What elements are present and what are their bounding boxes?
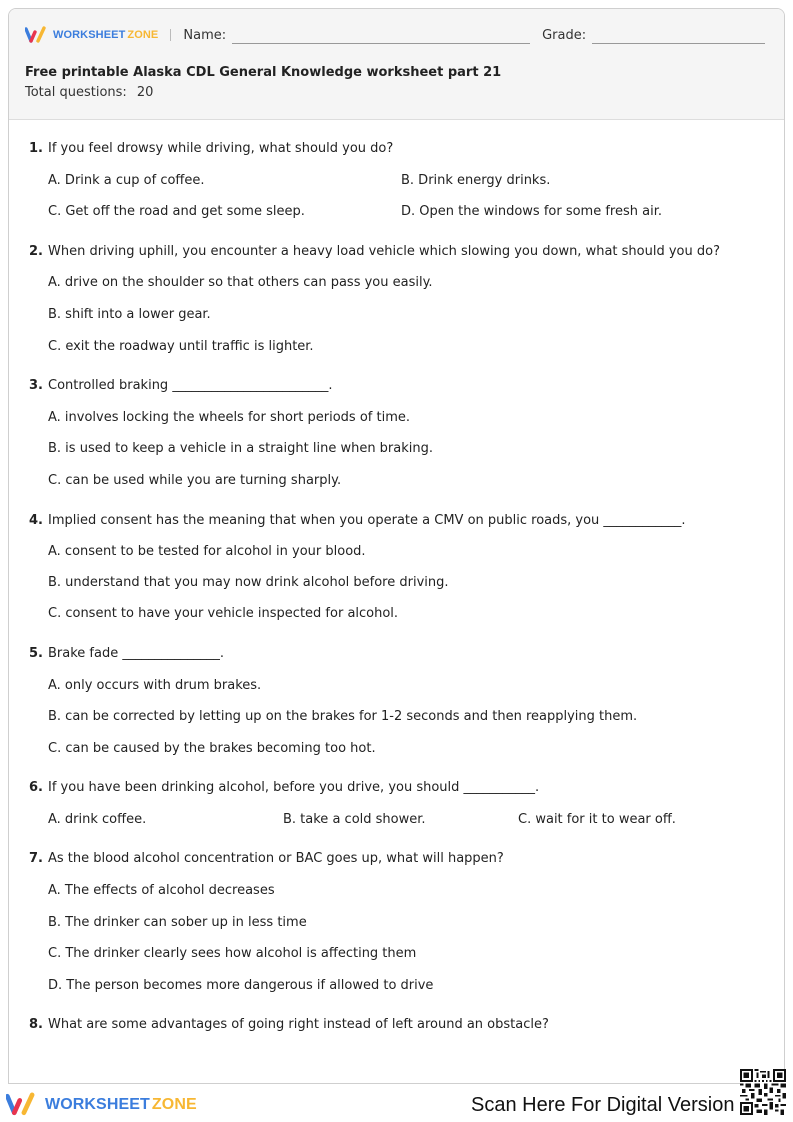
question-number: 3. bbox=[29, 378, 43, 393]
worksheet-title: Free printable Alaska CDL General Knowledge worksheet part 21 bbox=[25, 65, 502, 80]
option-a[interactable]: A. Drink a cup of coffee. bbox=[48, 173, 205, 188]
option-a[interactable]: A. The effects of alcohol decreases bbox=[48, 883, 275, 898]
option-c[interactable]: C. consent to have your vehicle inspected for alcohol. bbox=[48, 606, 399, 621]
option-b[interactable]: B. Drink energy drinks. bbox=[401, 173, 551, 188]
question-text: If you have been drinking alcohol, before you drive, you should ___________. bbox=[48, 780, 540, 795]
question-number: 8. bbox=[29, 1017, 43, 1032]
question-stem bbox=[29, 780, 539, 795]
option-b[interactable]: B. can be corrected by letting up on the brakes for 1-2 seconds and then reapplying them. bbox=[48, 709, 638, 724]
option-b[interactable]: B. is used to keep a vehicle in a straight line when braking. bbox=[48, 441, 434, 456]
name-input-line[interactable] bbox=[232, 30, 530, 44]
option-a[interactable]: A. drive on the shoulder so that others can pass you easily. bbox=[48, 275, 433, 290]
header-row bbox=[25, 24, 765, 46]
qr-code-icon[interactable] bbox=[740, 1069, 786, 1115]
footer-brand-logo bbox=[6, 1092, 197, 1117]
worksheet-page bbox=[8, 8, 785, 1084]
question-stem bbox=[29, 513, 686, 528]
question-stem bbox=[29, 141, 393, 156]
grade-label: Grade: bbox=[542, 27, 587, 43]
worksheet-header bbox=[9, 9, 784, 120]
question-stem bbox=[29, 378, 332, 393]
question-number: 6. bbox=[29, 780, 43, 795]
question-number: 7. bbox=[29, 851, 43, 866]
header-divider bbox=[170, 29, 171, 41]
question-text: Controlled braking ________________________. bbox=[48, 378, 333, 393]
option-c[interactable]: C. The drinker clearly sees how alcohol is affecting them bbox=[48, 946, 417, 961]
question-stem bbox=[29, 1017, 549, 1032]
total-questions-label: Total questions: bbox=[25, 85, 127, 100]
option-c[interactable]: C. wait for it to wear off. bbox=[518, 812, 676, 827]
question-text: Brake fade _______________. bbox=[48, 646, 224, 661]
footer-brand-name: WORKSHEET ZONE bbox=[45, 1095, 197, 1113]
question-text: What are some advantages of going right instead of left around an obstacle? bbox=[48, 1017, 549, 1032]
option-b[interactable]: B. take a cold shower. bbox=[283, 812, 426, 827]
option-a[interactable]: A. drink coffee. bbox=[48, 812, 147, 827]
total-questions-value: 20 bbox=[136, 85, 154, 100]
option-a[interactable]: A. consent to be tested for alcohol in your blood. bbox=[48, 544, 366, 559]
option-b[interactable]: B. The drinker can sober up in less time bbox=[48, 915, 307, 930]
question-stem bbox=[29, 646, 224, 661]
option-c[interactable]: C. Get off the road and get some sleep. bbox=[48, 204, 305, 219]
option-c[interactable]: C. can be used while you are turning sharply. bbox=[48, 473, 342, 488]
question-text: As the blood alcohol concentration or BAC goes up, what will happen? bbox=[48, 851, 504, 866]
worksheet-zone-logo-icon bbox=[6, 1092, 39, 1117]
option-c[interactable]: C. exit the roadway until traffic is lighter. bbox=[48, 339, 314, 354]
worksheet-zone-logo-icon bbox=[25, 26, 49, 44]
question-number: 1. bbox=[29, 141, 43, 156]
question-stem bbox=[29, 244, 720, 259]
scan-instruction: Scan Here For Digital Version bbox=[471, 1094, 735, 1116]
option-d[interactable]: D. The person becomes more dangerous if allowed to drive bbox=[48, 978, 434, 993]
option-b[interactable]: B. shift into a lower gear. bbox=[48, 307, 211, 322]
brand-name: WORKSHEET ZONE bbox=[53, 29, 159, 41]
name-label: Name: bbox=[183, 27, 227, 43]
question-stem bbox=[29, 851, 504, 866]
question-text: If you feel drowsy while driving, what should you do? bbox=[48, 141, 394, 156]
brand-logo bbox=[25, 26, 158, 44]
option-d[interactable]: D. Open the windows for some fresh air. bbox=[401, 204, 662, 219]
option-a[interactable]: A. involves locking the wheels for short periods of time. bbox=[48, 410, 410, 425]
option-c[interactable]: C. can be caused by the brakes becoming too hot. bbox=[48, 741, 376, 756]
question-number: 4. bbox=[29, 513, 43, 528]
question-number: 5. bbox=[29, 646, 43, 661]
option-b[interactable]: B. understand that you may now drink alcohol before driving. bbox=[48, 575, 449, 590]
question-number: 2. bbox=[29, 244, 43, 259]
grade-input-line[interactable] bbox=[592, 30, 765, 44]
question-text: Implied consent has the meaning that when you operate a CMV on public roads, you ____________. bbox=[48, 513, 686, 528]
total-questions bbox=[25, 85, 153, 100]
question-text: When driving uphill, you encounter a heavy load vehicle which slowing you down, what should you do? bbox=[48, 244, 720, 259]
option-a[interactable]: A. only occurs with drum brakes. bbox=[48, 678, 262, 693]
